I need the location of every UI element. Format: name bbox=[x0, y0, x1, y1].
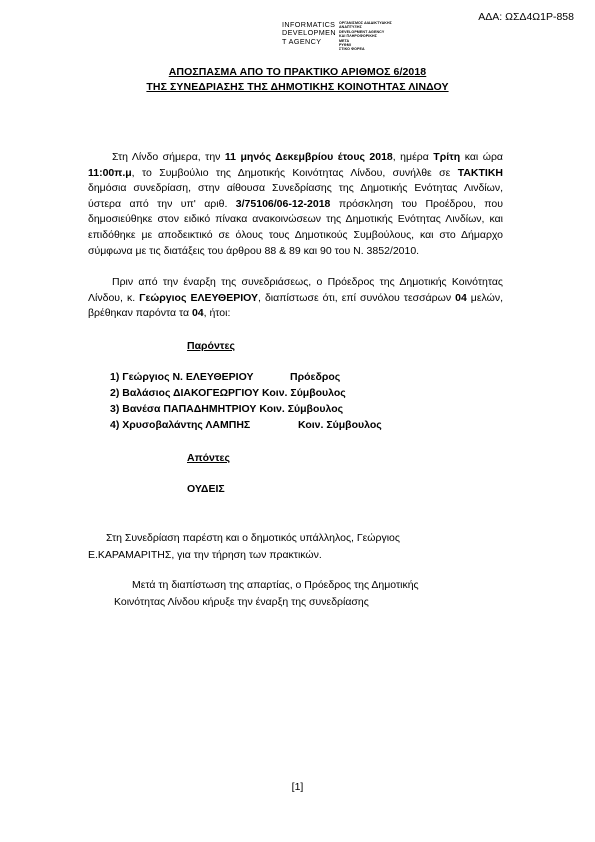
agency-logo bbox=[282, 21, 392, 52]
quorum-paragraph: Πριν από την έναρξη της συνεδριάσεως, ο Πρόεδρος της Δημοτικής Κοινότητας Λίνδου, κ. Γεώργιος ΕΛΕΥΘΕΡΙΟΥ, διαπίστωσε ότι, επί συνόλου τεσσάρων 04 μελών, βρέθηκαν παρόντα τα 04, ήτοι: bbox=[88, 276, 503, 320]
opening-declaration: Μετά τη διαπίστωση της απαρτίας, ο Πρόεδρος της Δημοτικής Κοινότητας Λίνδου κήρυξε την έναρξη της συνεδρίασης bbox=[114, 579, 419, 608]
member-row: 3) Βανέσα ΠΑΠΑΔΗΜΗΤΡΙΟΥ Κοιν. Σύμβουλος bbox=[110, 403, 344, 415]
ada-code: ΑΔΑ: ΩΣΔ4Ω1Ρ-858 bbox=[478, 11, 574, 23]
secretary-paragraph: Στη Συνεδρίαση παρέστη και ο δημοτικός υπάλληλος, Γεώργιος Ε.ΚΑΡΑΜΑΡΙΤΗΣ, για την τήρηση των πρακτικών. bbox=[88, 532, 400, 561]
document-title: ΑΠΟΣΠΑΣΜΑ ΑΠΟ ΤΟ ΠΡΑΚΤΙΚΟ ΑΡΙΘΜΟΣ 6/2018 bbox=[168, 66, 427, 78]
absent-value: ΟΥΔΕΙΣ bbox=[187, 483, 225, 495]
member-row: 4) Χρυσοβαλάντης ΛΑΜΠΗΣ Κοιν. Σύμβουλος bbox=[110, 419, 382, 431]
logo-greek-text: ΟΡΓΑΝΙΣΜΟΣ ΔΙΑΔΙΚΤΥΑΚΗΣ ΑΝΑΠΤΥΞΗΣ DEVELOPMENT AGENCY ΚΑΙ ΠΛΗΡΟΦΟΡΙΚΗΣ ΜΕΤΑ ΡΥΘΜΙ ΣΤΙΚΟ ΦΟΡΕΑ bbox=[338, 21, 392, 52]
present-heading: Παρόντες bbox=[187, 340, 235, 352]
member-row: 1) Γεώργιος Ν. ΕΛΕΥΘΕΡΙΟΥ Πρόεδρος bbox=[110, 371, 341, 383]
absent-heading: Απόντες bbox=[187, 452, 231, 464]
logo-wordmark: INFORMATICS DEVELOPMEN T AGENCY bbox=[282, 20, 336, 46]
opening-paragraph: Στη Λίνδο σήμερα, την 11 μηνός Δεκεμβρίου έτους 2018, ημέρα Τρίτη και ώρα 11:00π.μ, το Συμβούλιο της Δημοτικής Κοινότητας Λίνδου, συνήλθε σε ΤΑΚΤΙΚΗ δημόσια συνεδρίαση, στην αίθουσα Συνεδρίασης της Δημοτικής Ενότητας Λινδίων, ύστερα από την υπ' αριθ. 3/75106/06-12-2018 πρόσκληση του Προέδρου, που δημοσιεύθηκε στον ειδικό πίνακα ανακοινώσεων της Δημοτικής Ενότητας Λινδίων, και επιδόθηκε με αποδεικτικό σε όλους τους Δημοτικούς Συμβούλους, και στο Δήμαρχο σύμφωνα με τις διατάξεις του άρθρου 88 & 89 και 90 του Ν. 3852/2010. bbox=[88, 151, 503, 257]
member-row: 2) Βαλάσιος ΔΙΑΚΟΓΕΩΡΓΙΟΥ Κοιν. Σύμβουλος bbox=[110, 387, 346, 399]
document-subtitle: ΤΗΣ ΣΥΝΕΔΡΙΑΣΗΣ ΤΗΣ ΔΗΜΟΤΙΚΗΣ ΚΟΙΝΟΤΗΤΑΣ ΛΙΝΔΟΥ bbox=[146, 81, 449, 93]
page-number: [1] bbox=[291, 781, 304, 793]
